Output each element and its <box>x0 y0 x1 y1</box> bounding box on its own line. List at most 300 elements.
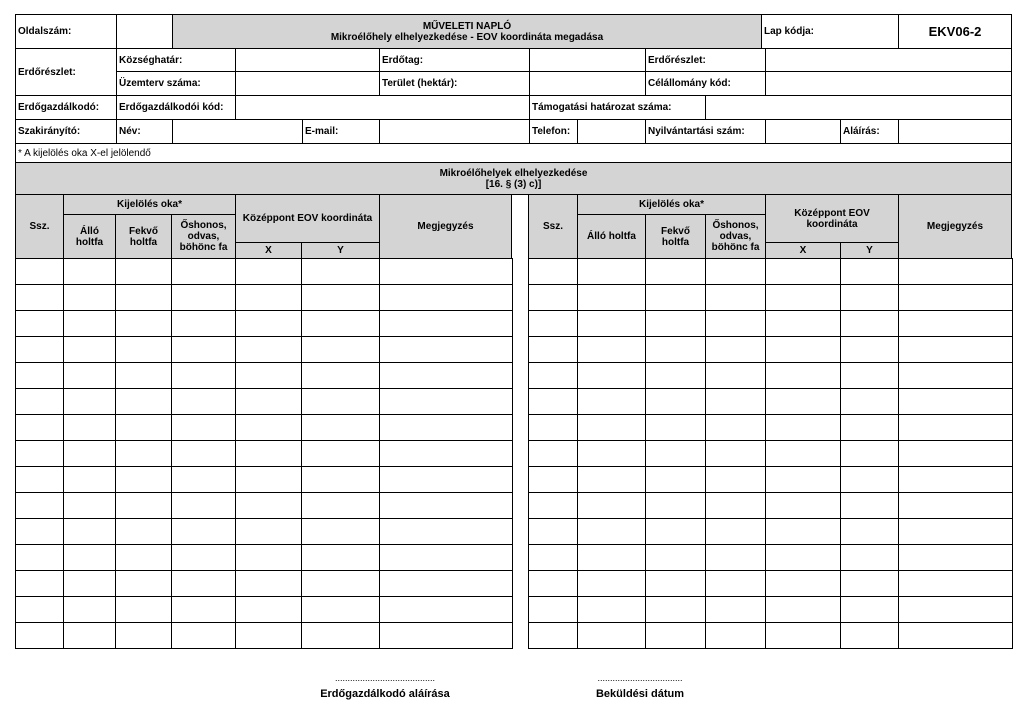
left-table-cell[interactable] <box>236 571 302 597</box>
right-table-cell[interactable] <box>646 337 706 363</box>
left-table-cell[interactable] <box>302 623 380 649</box>
right-table-cell[interactable] <box>899 597 1013 623</box>
left-table-cell[interactable] <box>380 285 513 311</box>
right-table-cell[interactable] <box>899 285 1013 311</box>
left-table-cell[interactable] <box>380 415 513 441</box>
left-table-cell[interactable] <box>302 285 380 311</box>
right-table-cell[interactable] <box>529 441 578 467</box>
right-table-cell[interactable] <box>706 597 766 623</box>
left-table-cell[interactable] <box>380 389 513 415</box>
left-table-cell[interactable] <box>172 337 236 363</box>
erdogazdalkodoi-kod-field[interactable] <box>235 95 530 120</box>
right-table-cell[interactable] <box>706 415 766 441</box>
left-table-cell[interactable] <box>116 337 172 363</box>
right-table-cell[interactable] <box>899 623 1013 649</box>
left-table-cell[interactable] <box>302 311 380 337</box>
right-table-cell[interactable] <box>529 259 578 285</box>
left-table-cell[interactable] <box>380 545 513 571</box>
right-table-cell[interactable] <box>646 571 706 597</box>
email-field[interactable] <box>379 119 530 144</box>
right-table-cell[interactable] <box>841 597 899 623</box>
right-table-row <box>529 519 1013 545</box>
right-table-cell[interactable] <box>766 493 841 519</box>
left-kijeloles-header: Kijelölés oka* <box>63 194 236 215</box>
right-table-cell[interactable] <box>841 545 899 571</box>
left-y-header: Y <box>301 242 380 259</box>
left-table-row <box>16 467 513 493</box>
right-table-cell[interactable] <box>706 311 766 337</box>
right-table-row <box>529 415 1013 441</box>
nev-field[interactable] <box>172 119 303 144</box>
left-table-cell[interactable] <box>64 493 116 519</box>
telefon-field[interactable] <box>577 119 646 144</box>
left-table-cell[interactable] <box>302 467 380 493</box>
right-table-cell[interactable] <box>578 311 646 337</box>
erdotag-field[interactable] <box>529 48 646 72</box>
alairas-label: Aláírás: <box>840 119 899 144</box>
right-table-cell[interactable] <box>899 519 1013 545</box>
left-table-cell[interactable] <box>172 259 236 285</box>
left-table-cell[interactable] <box>16 623 64 649</box>
right-table-cell[interactable] <box>578 363 646 389</box>
right-table-cell[interactable] <box>899 415 1013 441</box>
left-table-cell[interactable] <box>302 545 380 571</box>
right-table-cell[interactable] <box>766 337 841 363</box>
right-table-row <box>529 311 1013 337</box>
right-table-row <box>529 545 1013 571</box>
left-table-cell[interactable] <box>172 441 236 467</box>
right-table-cell[interactable] <box>646 623 706 649</box>
left-table-cell[interactable] <box>64 441 116 467</box>
section-line2: [16. § (3) c)] <box>485 178 542 190</box>
right-table-cell[interactable] <box>706 363 766 389</box>
left-x-header: X <box>235 242 302 259</box>
right-table-cell[interactable] <box>529 363 578 389</box>
right-table-cell[interactable] <box>841 389 899 415</box>
right-table-cell[interactable] <box>899 467 1013 493</box>
left-table-cell[interactable] <box>380 259 513 285</box>
alairas-field[interactable] <box>898 119 1012 144</box>
kozseghatar-label: Községhatár: <box>116 48 236 72</box>
left-table-cell[interactable] <box>16 441 64 467</box>
right-table-cell[interactable] <box>578 259 646 285</box>
right-table-cell[interactable] <box>529 389 578 415</box>
right-table-cell[interactable] <box>646 519 706 545</box>
right-table-cell[interactable] <box>841 571 899 597</box>
right-table-cell[interactable] <box>529 623 578 649</box>
right-table-cell[interactable] <box>646 259 706 285</box>
left-table-cell[interactable] <box>172 597 236 623</box>
left-table-cell[interactable] <box>16 545 64 571</box>
right-table-cell[interactable] <box>766 519 841 545</box>
right-table-cell[interactable] <box>766 571 841 597</box>
right-table-cell[interactable] <box>841 337 899 363</box>
right-table-row <box>529 337 1013 363</box>
right-table-cell[interactable] <box>529 519 578 545</box>
left-table-cell[interactable] <box>380 467 513 493</box>
right-table-cell[interactable] <box>529 467 578 493</box>
section-line1: Mikroélőhelyek elhelyezkedése <box>439 167 588 179</box>
erdoreszlet2-label: Erdőrészlet: <box>645 48 766 72</box>
left-table-cell[interactable] <box>302 389 380 415</box>
right-table-cell[interactable] <box>841 493 899 519</box>
left-table-cell[interactable] <box>16 493 64 519</box>
left-table-cell[interactable] <box>116 597 172 623</box>
left-table-cell[interactable] <box>64 519 116 545</box>
left-table-cell[interactable] <box>236 545 302 571</box>
left-table-cell[interactable] <box>172 311 236 337</box>
left-table-cell[interactable] <box>172 623 236 649</box>
left-oshonos-header: Őshonos, odvas, böhönc fa <box>171 214 236 259</box>
oldalszam-label: Oldalszám: <box>15 14 117 49</box>
left-table-row <box>16 259 513 285</box>
left-table-cell[interactable] <box>116 311 172 337</box>
right-table-cell[interactable] <box>578 519 646 545</box>
left-table-row <box>16 285 513 311</box>
bekuldesi-datum: Beküldési dátum <box>595 688 685 700</box>
left-table-cell[interactable] <box>16 259 64 285</box>
left-table-row <box>16 337 513 363</box>
left-megjegyzes-header: Megjegyzés <box>379 194 512 259</box>
left-table-cell[interactable] <box>16 467 64 493</box>
left-table-cell[interactable] <box>64 415 116 441</box>
right-table-cell[interactable] <box>766 363 841 389</box>
right-table-cell[interactable] <box>646 467 706 493</box>
left-table-cell[interactable] <box>64 545 116 571</box>
right-table-row <box>529 259 1013 285</box>
right-table-cell[interactable] <box>646 441 706 467</box>
telefon-label: Telefon: <box>529 119 578 144</box>
right-fekvo-header: Fekvő holtfa <box>645 214 706 259</box>
right-table-cell[interactable] <box>766 467 841 493</box>
left-table-cell[interactable] <box>380 363 513 389</box>
lap-kodja-label: Lap kódja: <box>761 14 899 49</box>
right-y-header: Y <box>840 242 899 259</box>
right-table-cell[interactable] <box>766 545 841 571</box>
right-table-cell[interactable] <box>899 363 1013 389</box>
left-table-cell[interactable] <box>64 597 116 623</box>
left-table-cell[interactable] <box>16 389 64 415</box>
left-table-cell[interactable] <box>380 519 513 545</box>
right-table-cell[interactable] <box>841 467 899 493</box>
left-table-cell[interactable] <box>302 259 380 285</box>
kozseghatar-field[interactable] <box>235 48 380 72</box>
right-table-cell[interactable] <box>578 441 646 467</box>
right-table-cell[interactable] <box>646 363 706 389</box>
nyilvantartasi-field[interactable] <box>765 119 841 144</box>
left-table-row <box>16 441 513 467</box>
left-table-cell[interactable] <box>172 467 236 493</box>
right-table-cell[interactable] <box>578 337 646 363</box>
signature-dots-left: ........................................ <box>334 673 436 683</box>
right-table-cell[interactable] <box>841 363 899 389</box>
left-table-cell[interactable] <box>116 259 172 285</box>
left-table-cell[interactable] <box>236 493 302 519</box>
left-table-cell[interactable] <box>116 441 172 467</box>
right-table-cell[interactable] <box>646 311 706 337</box>
left-allo-header: Álló holtfa <box>63 214 116 259</box>
left-table-cell[interactable] <box>116 415 172 441</box>
right-table-row <box>529 623 1013 649</box>
right-table-cell[interactable] <box>841 311 899 337</box>
title-line2: Mikroélőhely elhelyezkedése - EOV koordináta megadása <box>330 31 604 43</box>
right-table-cell[interactable] <box>706 545 766 571</box>
left-table-row <box>16 389 513 415</box>
left-table-cell[interactable] <box>116 467 172 493</box>
right-table-cell[interactable] <box>899 311 1013 337</box>
left-table-cell[interactable] <box>16 571 64 597</box>
left-table-row <box>16 597 513 623</box>
right-table-row <box>529 441 1013 467</box>
erdogazdalkodo-label: Erdőgazdálkodó: <box>15 95 117 120</box>
left-table-cell[interactable] <box>236 337 302 363</box>
right-table-row <box>529 493 1013 519</box>
left-table-cell[interactable] <box>172 519 236 545</box>
email-label: E-mail: <box>302 119 380 144</box>
left-ssz-header: Ssz. <box>15 194 64 259</box>
left-table-cell[interactable] <box>236 415 302 441</box>
right-table-row <box>529 467 1013 493</box>
left-table-cell[interactable] <box>64 337 116 363</box>
left-table-cell[interactable] <box>172 363 236 389</box>
left-data-table <box>15 258 513 649</box>
left-table-cell[interactable] <box>172 571 236 597</box>
right-table-cell[interactable] <box>706 259 766 285</box>
left-table-cell[interactable] <box>16 597 64 623</box>
left-table-row <box>16 415 513 441</box>
left-table-row <box>16 623 513 649</box>
right-table-cell[interactable] <box>529 337 578 363</box>
left-table-row <box>16 493 513 519</box>
left-table-cell[interactable] <box>236 259 302 285</box>
left-table-cell[interactable] <box>380 597 513 623</box>
left-table-cell[interactable] <box>302 363 380 389</box>
left-table-cell[interactable] <box>302 493 380 519</box>
right-table-cell[interactable] <box>646 597 706 623</box>
left-table-cell[interactable] <box>64 363 116 389</box>
right-table-cell[interactable] <box>578 623 646 649</box>
terulet-label: Terület (hektár): <box>379 71 530 96</box>
right-table-row <box>529 571 1013 597</box>
right-table-cell[interactable] <box>529 545 578 571</box>
right-table-cell[interactable] <box>766 389 841 415</box>
right-table-cell[interactable] <box>706 467 766 493</box>
right-kijeloles-header: Kijelölés oka* <box>577 194 766 215</box>
left-table-cell[interactable] <box>302 597 380 623</box>
left-table-cell[interactable] <box>116 285 172 311</box>
left-table-cell[interactable] <box>16 337 64 363</box>
right-table-cell[interactable] <box>706 337 766 363</box>
right-table-cell[interactable] <box>766 441 841 467</box>
left-table-cell[interactable] <box>302 441 380 467</box>
right-table-row <box>529 285 1013 311</box>
right-table-cell[interactable] <box>529 493 578 519</box>
uzemterv-field[interactable] <box>235 71 380 96</box>
left-table-cell[interactable] <box>116 623 172 649</box>
left-table-cell[interactable] <box>380 623 513 649</box>
celallomany-field[interactable] <box>765 71 1012 96</box>
right-table-cell[interactable] <box>646 285 706 311</box>
erdogazdalkodo-alairasa: Erdőgazdálkodó aláírása <box>320 688 450 700</box>
left-kozeppont-header: Középpont EOV koordináta <box>235 194 380 243</box>
right-table-cell[interactable] <box>646 493 706 519</box>
right-table-cell[interactable] <box>766 259 841 285</box>
left-table-cell[interactable] <box>236 623 302 649</box>
title-line1: MŰVELETI NAPLÓ <box>422 20 512 32</box>
right-table-cell[interactable] <box>578 415 646 441</box>
section-header <box>15 162 1012 195</box>
left-table-cell[interactable] <box>380 311 513 337</box>
right-table-row <box>529 363 1013 389</box>
left-table-cell[interactable] <box>236 311 302 337</box>
left-table-cell[interactable] <box>64 285 116 311</box>
right-table-cell[interactable] <box>899 493 1013 519</box>
right-table-cell[interactable] <box>706 389 766 415</box>
left-table-cell[interactable] <box>116 363 172 389</box>
terulet-field[interactable] <box>529 71 646 96</box>
page-title <box>172 14 762 49</box>
left-table-cell[interactable] <box>172 415 236 441</box>
right-table-cell[interactable] <box>899 441 1013 467</box>
left-table-cell[interactable] <box>172 493 236 519</box>
right-table-cell[interactable] <box>706 285 766 311</box>
right-table-cell[interactable] <box>578 493 646 519</box>
left-table-cell[interactable] <box>64 311 116 337</box>
right-table-cell[interactable] <box>899 545 1013 571</box>
left-table-cell[interactable] <box>172 285 236 311</box>
left-table-cell[interactable] <box>116 493 172 519</box>
erdoreszlet-label: Erdőrészlet: <box>15 48 117 96</box>
left-table-row <box>16 571 513 597</box>
erdotag-label: Erdőtag: <box>379 48 530 72</box>
right-table-cell[interactable] <box>529 415 578 441</box>
right-table-cell[interactable] <box>841 623 899 649</box>
right-table-cell[interactable] <box>899 259 1013 285</box>
right-table-cell[interactable] <box>578 597 646 623</box>
left-table-cell[interactable] <box>236 389 302 415</box>
left-table-cell[interactable] <box>116 389 172 415</box>
right-table-cell[interactable] <box>706 623 766 649</box>
left-table-cell[interactable] <box>172 545 236 571</box>
right-table-cell[interactable] <box>646 415 706 441</box>
left-table-cell[interactable] <box>302 571 380 597</box>
left-table-cell[interactable] <box>302 415 380 441</box>
right-table-cell[interactable] <box>578 571 646 597</box>
left-table-cell[interactable] <box>16 285 64 311</box>
right-ssz-header: Ssz. <box>528 194 578 259</box>
right-table-cell[interactable] <box>766 285 841 311</box>
left-table-cell[interactable] <box>16 311 64 337</box>
right-table-cell[interactable] <box>706 519 766 545</box>
left-table-row <box>16 363 513 389</box>
right-table-cell[interactable] <box>766 597 841 623</box>
lap-kodja-value: EKV06-2 <box>898 14 1012 49</box>
tamogatasi-label: Támogatási határozat száma: <box>529 95 706 120</box>
signature-dots-right: .................................. <box>597 673 683 683</box>
right-table-cell[interactable] <box>899 337 1013 363</box>
right-table-cell[interactable] <box>529 311 578 337</box>
right-table-cell[interactable] <box>578 285 646 311</box>
left-table-row <box>16 519 513 545</box>
right-table-cell[interactable] <box>841 441 899 467</box>
left-table-cell[interactable] <box>302 337 380 363</box>
right-table-cell[interactable] <box>841 259 899 285</box>
left-table-cell[interactable] <box>236 441 302 467</box>
oldalszam-field[interactable] <box>116 14 173 49</box>
left-table-cell[interactable] <box>380 571 513 597</box>
left-table-cell[interactable] <box>236 285 302 311</box>
erdoreszlet2-field[interactable] <box>765 48 1012 72</box>
left-table-cell[interactable] <box>16 415 64 441</box>
left-table-cell[interactable] <box>116 571 172 597</box>
right-table-cell[interactable] <box>766 623 841 649</box>
right-table-row <box>529 597 1013 623</box>
left-table-cell[interactable] <box>236 597 302 623</box>
left-table-cell[interactable] <box>302 519 380 545</box>
right-table-cell[interactable] <box>841 285 899 311</box>
left-table-cell[interactable] <box>64 389 116 415</box>
right-table-cell[interactable] <box>529 597 578 623</box>
right-oshonos-header: Őshonos, odvas, böhönc fa <box>705 214 766 259</box>
left-table-cell[interactable] <box>16 363 64 389</box>
left-table-cell[interactable] <box>236 519 302 545</box>
right-table-cell[interactable] <box>841 415 899 441</box>
left-fekvo-header: Fekvő holtfa <box>115 214 172 259</box>
left-table-cell[interactable] <box>236 363 302 389</box>
left-table-row <box>16 545 513 571</box>
left-table-cell[interactable] <box>116 519 172 545</box>
right-table-cell[interactable] <box>766 415 841 441</box>
left-table-cell[interactable] <box>16 519 64 545</box>
right-table-cell[interactable] <box>706 493 766 519</box>
right-kozeppont-header: Középpont EOV koordináta <box>765 194 899 243</box>
right-table-cell[interactable] <box>646 389 706 415</box>
left-table-cell[interactable] <box>64 571 116 597</box>
left-table-cell[interactable] <box>64 467 116 493</box>
szakiranyito-label: Szakirányító: <box>15 119 117 144</box>
left-table-cell[interactable] <box>64 623 116 649</box>
right-table-cell[interactable] <box>578 545 646 571</box>
tamogatasi-field[interactable] <box>705 95 1012 120</box>
nev-label: Név: <box>116 119 173 144</box>
celallomany-label: Célállomány kód: <box>645 71 766 96</box>
left-table-cell[interactable] <box>380 441 513 467</box>
right-table-cell[interactable] <box>646 545 706 571</box>
right-table-cell[interactable] <box>766 311 841 337</box>
left-table-cell[interactable] <box>172 389 236 415</box>
right-data-table <box>528 258 1013 649</box>
left-table-cell[interactable] <box>116 545 172 571</box>
right-table-cell[interactable] <box>529 285 578 311</box>
right-x-header: X <box>765 242 841 259</box>
right-allo-header: Álló holtfa <box>577 214 646 259</box>
right-table-cell[interactable] <box>899 389 1013 415</box>
left-table-cell[interactable] <box>236 467 302 493</box>
left-table-cell[interactable] <box>64 259 116 285</box>
footnote: * A kijelölés oka X-el jelölendő <box>15 143 1012 163</box>
nyilvantartasi-label: Nyilvántartási szám: <box>645 119 766 144</box>
left-table-row <box>16 311 513 337</box>
right-table-cell[interactable] <box>578 467 646 493</box>
right-table-cell[interactable] <box>841 519 899 545</box>
right-table-cell[interactable] <box>529 571 578 597</box>
right-table-cell[interactable] <box>899 571 1013 597</box>
left-table-cell[interactable] <box>380 493 513 519</box>
right-table-cell[interactable] <box>706 571 766 597</box>
right-table-cell[interactable] <box>706 441 766 467</box>
right-table-cell[interactable] <box>578 389 646 415</box>
left-table-cell[interactable] <box>380 337 513 363</box>
